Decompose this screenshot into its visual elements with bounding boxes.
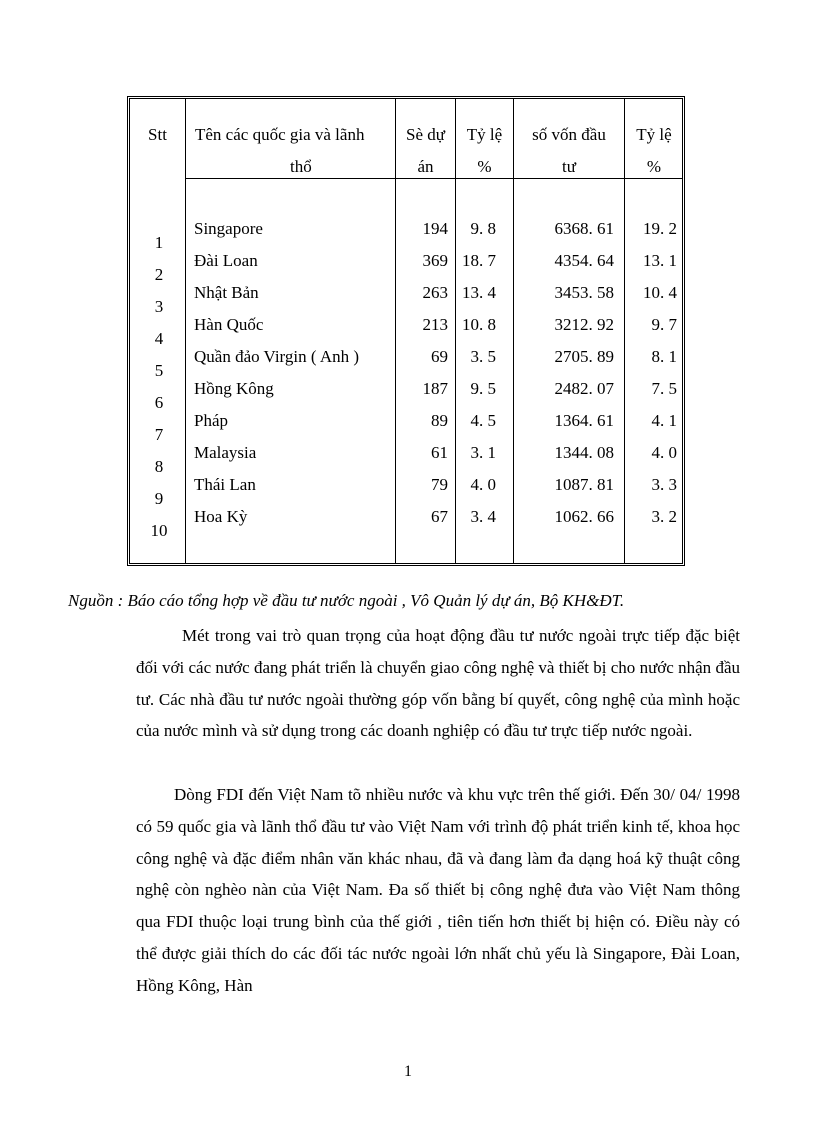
country-name: Singapore (194, 219, 263, 238)
stt-cell: 7 (154, 425, 164, 444)
capital-percent: 10. 4 (643, 283, 677, 302)
capital-amount: 1062. 66 (554, 507, 614, 526)
table-row (130, 341, 682, 373)
country-name: Nhật Bản (194, 283, 259, 302)
table-row (130, 405, 682, 437)
capital-amount: 6368. 61 (554, 219, 614, 238)
capital-amount: 2705. 89 (554, 347, 614, 366)
table-row (130, 309, 682, 341)
capital-percent: 3. 2 (651, 507, 677, 526)
country-name: Pháp (194, 411, 228, 430)
table-row (130, 373, 682, 405)
stt-cell: 9 (154, 489, 164, 508)
header-capital: số vốn đầu tư (532, 125, 606, 176)
header-stt: Stt (148, 125, 167, 144)
table-row (130, 501, 682, 533)
country-name: Hàn Quốc (194, 315, 264, 334)
project-percent: 4. 0 (470, 475, 496, 494)
table-row (130, 213, 682, 245)
header-country-name: Tên các quốc gia và lãnh thổ (195, 125, 365, 176)
capital-amount: 1364. 61 (554, 411, 614, 430)
capital-percent: 13. 1 (643, 251, 677, 270)
stt-cell: 2 (154, 265, 164, 284)
stt-cell: 4 (154, 329, 164, 348)
capital-percent: 3. 3 (651, 475, 677, 494)
country-name: Malaysia (194, 443, 257, 462)
project-count: 369 (422, 251, 448, 270)
project-count: 79 (431, 475, 448, 494)
capital-percent: 19. 2 (643, 219, 677, 238)
capital-amount: 1344. 08 (554, 443, 614, 462)
table-row (130, 277, 682, 309)
paragraph-text: Mét trong vai trò quan trọng của hoạt động đầu tư nước ngoài trực tiếp đặc biệt đối với các nước đang phát triển là chuyển giao công nghệ và thiết bị cho nước nhận đầu tư. Các nhà đầu tư nước ngoài thường góp vốn bằng bí quyết, công nghệ của mình hoặc của nước mình và sử dụng trong các doanh nghiệp có đầu tư trực tiếp nước ngoài. (136, 626, 740, 741)
project-percent: 3. 4 (470, 507, 496, 526)
project-percent: 9. 5 (470, 379, 496, 398)
country-name: Hồng Kông (194, 379, 274, 398)
capital-percent: 7. 5 (651, 379, 677, 398)
stt-cell: 6 (154, 393, 164, 412)
capital-amount: 1087. 81 (554, 475, 614, 494)
capital-percent: 4. 1 (651, 411, 677, 430)
project-count: 263 (422, 283, 448, 302)
capital-percent: 9. 7 (651, 315, 677, 334)
country-name: Hoa Kỳ (194, 507, 248, 526)
project-count: 69 (431, 347, 448, 366)
country-name: Thái Lan (194, 475, 256, 494)
project-count: 213 (422, 315, 448, 334)
page-number: 1 (404, 1063, 412, 1080)
project-percent: 10. 8 (462, 315, 496, 334)
project-percent: 4. 5 (470, 411, 496, 430)
capital-percent: 4. 0 (651, 443, 677, 462)
paragraph (136, 779, 740, 1002)
country-name: Đài Loan (194, 251, 258, 270)
capital-percent: 8. 1 (651, 347, 677, 366)
table-row (130, 437, 682, 469)
project-count: 67 (431, 507, 448, 526)
capital-amount: 4354. 64 (554, 251, 614, 270)
fdi-table (127, 96, 685, 566)
header-projects: Sè dự án (406, 125, 445, 176)
table-row (130, 245, 682, 277)
project-count: 194 (422, 219, 448, 238)
project-percent: 9. 8 (470, 219, 496, 238)
project-percent: 18. 7 (462, 251, 496, 270)
capital-amount: 3212. 92 (554, 315, 614, 334)
project-count: 187 (422, 379, 448, 398)
table-row (130, 469, 682, 501)
table-source-note: Nguồn : Báo cáo tổng hợp về đầu tư nước ngoài , Vô Quản lý dự án, Bộ KH&ĐT. (68, 591, 625, 610)
stt-cell: 8 (154, 457, 164, 476)
stt-cell: 5 (154, 361, 164, 380)
project-percent: 3. 1 (470, 443, 496, 462)
capital-amount: 3453. 58 (554, 283, 614, 302)
project-percent: 3. 5 (470, 347, 496, 366)
stt-cell: 1 (154, 233, 164, 252)
project-percent: 13. 4 (462, 283, 496, 302)
header-capital-percent: Tỷ lệ % (636, 125, 672, 176)
stt-cell: 3 (154, 297, 164, 316)
header-project-percent: Tỷ lệ % (466, 125, 503, 176)
country-name: Quần đảo Virgin ( Anh ) (194, 347, 360, 366)
capital-amount: 2482. 07 (554, 379, 614, 398)
project-count: 89 (431, 411, 448, 430)
paragraph (136, 620, 740, 747)
project-count: 61 (431, 443, 448, 462)
paragraph-text: Dòng FDI đến Việt Nam tõ nhiều nước và khu vực trên thế giới. Đến 30/ 04/ 1998 có 59 quốc gia và lãnh thổ đầu tư vào Việt Nam với trình độ phát triển kinh tế, khoa học công nghệ và đặc điểm nhân văn khác nhau, đã và đang làm đa dạng hoá kỹ thuật công nghệ còn nghèo nàn của Việt Nam. Đa số thiết bị công nghệ đưa vào Việt Nam thông qua FDI thuộc loại trung bình của thế giới , tiên tiến hơn thiết bị hiện có. Điều này có thể được giải thích do các đối tác nước ngoài lớn nhất chủ yếu là Singapore, Đài Loan, Hồng Kông, Hàn (136, 785, 740, 995)
stt-cell: 10 (150, 521, 168, 540)
